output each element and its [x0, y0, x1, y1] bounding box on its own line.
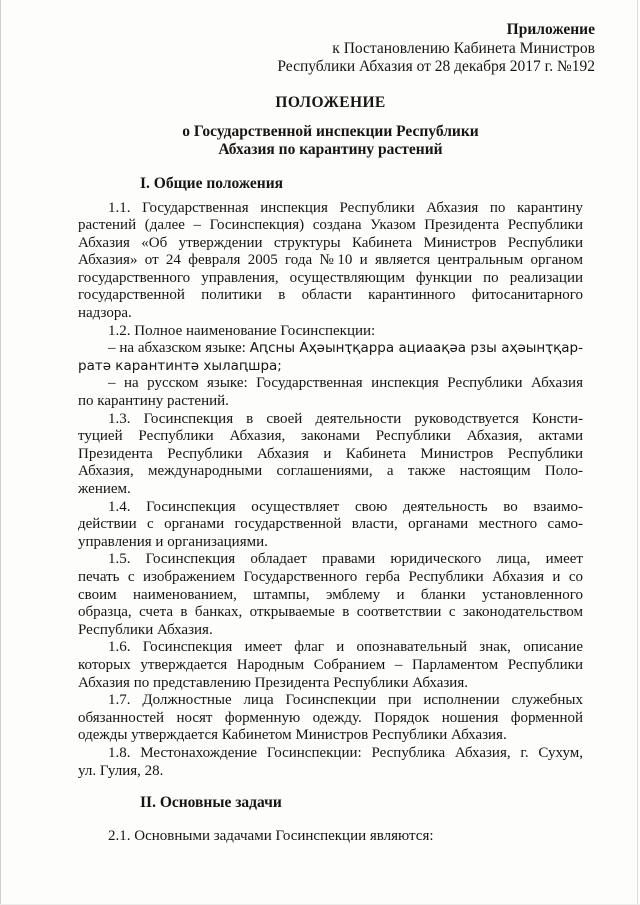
section [78, 793, 583, 846]
abkhaz-text-segment: ратә карантинтә хылаԥшра; [78, 357, 282, 374]
text-line: 1.2. Полное наименование Госинспекции: [108, 322, 376, 339]
text-line: 1.3. Госинспекция в своей деятельности руководствуется Консти- [108, 410, 583, 427]
text-line: 1.6. Госинспекция имеет флаг и опознавательный знак, описание [108, 639, 583, 656]
paragraph [78, 323, 583, 341]
text-line: 2.1. Основными задачами Госинспекции являются: [108, 828, 434, 845]
paragraph [78, 692, 583, 745]
text-line: 1.4. Госинспекция осуществляет свою деятельность во взаимо- [108, 498, 583, 515]
text-line: которых утверждается Народным Собранием – Парламентом Республики [78, 656, 583, 673]
text-line: обязанностей носят форменную одежду. Порядок ношения форменной [78, 709, 583, 726]
text-line: – на русском языке: Государственная инспекция Республики Абхазия [108, 375, 583, 392]
text-line: ул. Гулия, 28. [78, 762, 164, 779]
paragraph [78, 411, 583, 499]
paragraph [78, 745, 583, 780]
paragraph [78, 551, 583, 639]
text-line: управления и организациями. [78, 533, 268, 550]
annex-label: Приложение [506, 21, 595, 38]
text-line: Абхазия, международными соглашениями, а также настоящим Поло- [78, 463, 583, 480]
text-line: государственного управления, осуществляющим функции по реализации [78, 269, 583, 286]
text-line: 1.7. Должностные лица Госинспекции при исполнении служебных [108, 692, 583, 709]
document-subtitle [78, 123, 583, 159]
text-line: действии с органами государственной власти, органами местного само- [78, 516, 583, 533]
section-paragraphs [78, 200, 583, 781]
text-line: растений (далее – Госинспекция) создана Указом Президента Республики [78, 217, 583, 234]
text-line: 1.8. Местонахождение Госинспекции: Республика Абхазия, г. Сухум, [108, 744, 583, 761]
text-line: своим наименованием, штампы, эмблему и бланки установленного [78, 586, 583, 603]
text-line: по карантину растений. [78, 393, 229, 410]
document-body [78, 174, 583, 846]
text-line [78, 340, 583, 358]
subtitle-line: о Государственной инспекции Республики [182, 122, 479, 140]
text-line [78, 358, 583, 376]
text-line: образца, счета в банках, открываемые в соответствии с законодательством [78, 604, 583, 621]
text-line: Абхазия по представлению Президента Республики Абхазия. [78, 674, 468, 691]
text-line: Президента Республики Абхазия и Кабинета Министров Республики [78, 445, 583, 462]
text-line: надзора. [78, 305, 132, 322]
section-paragraphs [78, 828, 583, 846]
text-line: Абхазия» от 24 февраля 2005 года №10 и является центральным органом [78, 252, 583, 269]
section-heading: I. Общие положения [140, 174, 284, 192]
annex-reference-line: Республики Абхазия от 28 декабря 2017 г. №192 [277, 58, 595, 75]
paragraph [78, 200, 583, 323]
paragraph [78, 499, 583, 552]
subtitle-line: Абхазия по карантину растений [218, 140, 443, 158]
text-line: Республики Абхазия. [78, 621, 213, 638]
annex-reference-line: к Постановлению Кабинета Министров [332, 39, 595, 57]
paragraph [78, 340, 583, 375]
text-line: 1.5. Госинспекция обладает правами юридического лица, имеет [108, 551, 583, 568]
text-line: печать с изображением Государственного герба Республики Абхазия и со [78, 568, 583, 585]
text-line: жением. [78, 481, 131, 497]
document-title: ПОЛОЖЕНИЕ [275, 93, 386, 111]
text-line: Абхазия «Об утверждении структуры Кабинета Министров Республики [78, 234, 583, 251]
text-segment: – на абхазском языке: [108, 340, 250, 357]
section-heading: II. Основные задачи [140, 794, 282, 812]
annex-block [0, 21, 595, 77]
scan-edge-right [637, 0, 638, 905]
text-line: одежды утверждается Кабинетом Министров Республики Абхазия. [78, 727, 507, 744]
text-line: туцией Республики Абхазия, законами Республики Абхазия, актами [78, 428, 583, 445]
text-line: 1.1. Государственная инспекция Республики Абхазия по карантину [108, 199, 583, 216]
paragraph [78, 828, 583, 846]
scan-edge-left [0, 0, 1, 905]
section [78, 174, 583, 781]
paragraph [78, 639, 583, 692]
text-line: государственной политики в области карантинного фитосанитарного [78, 287, 583, 304]
paragraph [78, 375, 583, 410]
abkhaz-text-segment: Аԥсны Аҳәынҭқарра ациаақәа рзы аҳәынҭқар- [249, 340, 583, 357]
